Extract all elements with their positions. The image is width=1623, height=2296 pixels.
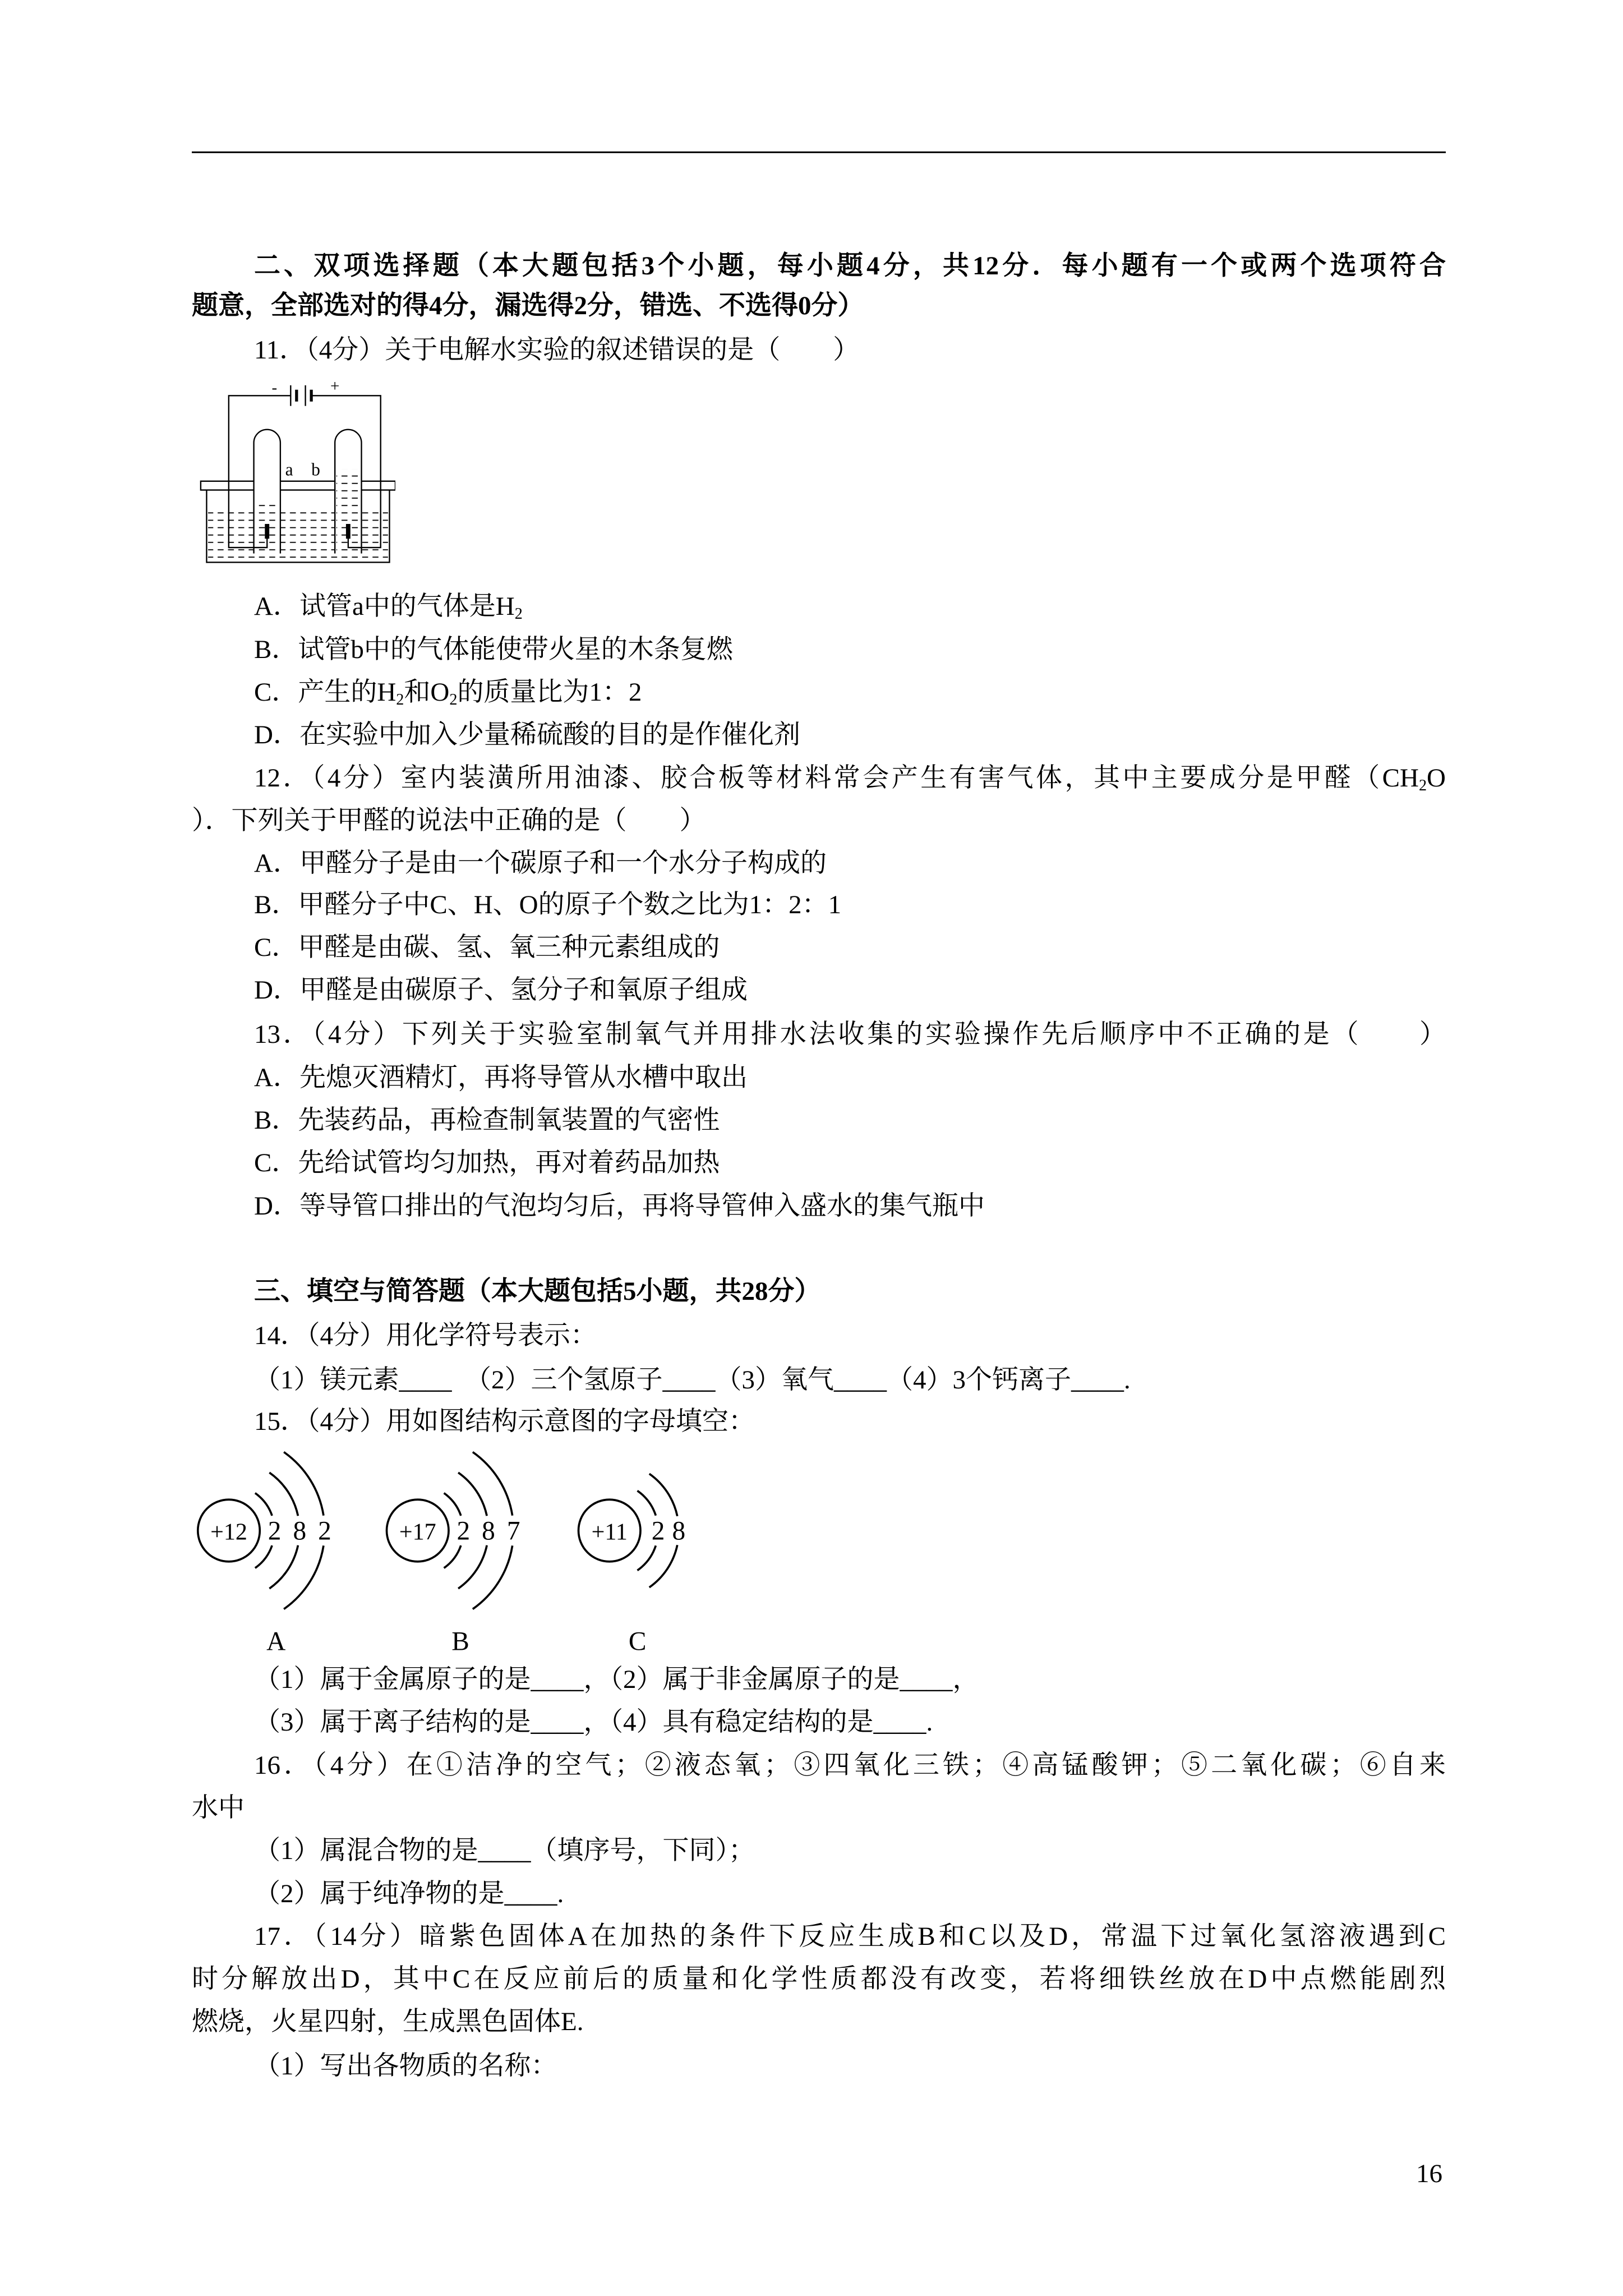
electron-shell-arc <box>269 1473 298 1516</box>
battery-positive-label: + <box>330 377 340 395</box>
tube-a-label: a <box>285 459 293 480</box>
electron-shell-arc <box>444 1545 461 1568</box>
q11-option-c <box>254 675 642 709</box>
question-text: 12．（4分）室内装潢所用油漆、胶合板等材料常会产生有害气体，其中主要成分是甲醛（CH <box>254 763 1419 793</box>
electron-count: 7 <box>506 1516 520 1546</box>
q11-option-d <box>254 718 800 752</box>
q12-stem-line-2 <box>192 804 706 838</box>
electron-shell-arc <box>458 1545 487 1589</box>
trough-rim <box>201 481 395 490</box>
q16-part-2 <box>254 1877 564 1911</box>
electrode-a <box>265 524 269 539</box>
option-text: B．先装药品，再检查制氧装置的气密性 <box>254 1106 720 1135</box>
option-text: B．试管b中的气体能使带火星的木条复燃 <box>254 635 733 664</box>
q16-stem-line-2 <box>192 1791 245 1825</box>
q15-stem <box>254 1405 755 1438</box>
electron-count: 2 <box>457 1516 471 1546</box>
electron-shell-arc <box>284 1545 324 1609</box>
option-text: C．甲醛是由碳、氢、氧三种元素组成的 <box>254 933 720 962</box>
option-text: 和O <box>404 678 450 707</box>
fill-in-text: （1）写出各物质的名称： <box>254 2051 557 2081</box>
q13-option-b <box>254 1103 720 1137</box>
electron-count: 8 <box>293 1516 307 1546</box>
atomic-structure-figure <box>189 1443 708 1658</box>
nucleus-charge-a: +12 <box>210 1519 247 1545</box>
atom-label-b: B <box>451 1627 469 1657</box>
option-text: A．先熄灭酒精灯，再将导管从水槽中取出 <box>254 1063 748 1092</box>
heading-text: 二、双项选择题（本大题包括3个小题，每小题4分，共12分．每小题有一个或两个选项符合 <box>254 251 1446 280</box>
q15-part-2 <box>254 1705 933 1739</box>
electron-count: 2 <box>268 1516 282 1546</box>
subscript: 2 <box>1418 777 1427 795</box>
q12-stem-line-1 <box>254 761 1446 795</box>
section-2-heading-line-2 <box>192 289 864 323</box>
question-text: O <box>1427 763 1446 793</box>
q12-option-a <box>254 846 827 880</box>
option-text: D．在实验中加入少量稀硫酸的目的是作催化剂 <box>254 720 800 749</box>
question-text: 17．（14分）暗紫色固体A在加热的条件下反应生成B和C以及D，常温下过氧化氢溶液遇到C <box>254 1922 1446 1951</box>
electron-shell-arc <box>473 1545 513 1609</box>
fill-in-text: （3）属于离子结构的是____，（4）具有稳定结构的是____. <box>254 1708 933 1737</box>
question-text: 燃烧，火星四射，生成黑色固体E. <box>192 2007 584 2036</box>
option-text: D．甲醛是由碳原子、氢分子和氧原子组成 <box>254 976 748 1005</box>
electron-shell-arc <box>269 1545 298 1589</box>
atom-label-c: C <box>628 1627 647 1657</box>
q13-stem <box>254 1018 1446 1051</box>
option-text: D．等导管口排出的气泡均匀后，再将导管伸入盛水的集气瓶中 <box>254 1191 985 1221</box>
electrolysis-apparatus-figure <box>196 376 395 568</box>
question-text: ）．下列关于甲醛的说法中正确的是（ ） <box>192 806 706 835</box>
electron-shell-arc <box>284 1452 324 1516</box>
tube-b-label: b <box>311 459 320 480</box>
section-2-heading-line-1 <box>254 249 1446 283</box>
electron-shell-arc <box>473 1452 513 1516</box>
electron-shell-arc <box>444 1493 461 1516</box>
electron-shell-arc <box>255 1545 272 1568</box>
q13-option-d <box>254 1189 985 1223</box>
atom-label-a: A <box>266 1627 286 1657</box>
electron-count: 2 <box>651 1516 665 1546</box>
q17-stem-line-1 <box>254 1920 1446 1953</box>
q17-stem-line-3 <box>192 2005 583 2039</box>
header-rule <box>192 151 1446 153</box>
q13-option-c <box>254 1146 720 1180</box>
heading-text: 三、填空与简答题（本大题包括5小题，共28分） <box>254 1277 821 1306</box>
q14-blanks <box>254 1363 1131 1397</box>
subscript: 2 <box>514 605 523 623</box>
option-text: A．试管a中的气体是H <box>254 592 515 621</box>
q16-part-1 <box>254 1834 755 1867</box>
q14-stem <box>254 1319 597 1352</box>
option-text: B．甲醛分子中C、H、O的原子个数之比为1：2：1 <box>254 890 842 919</box>
page-number: 16 <box>1416 2159 1442 2188</box>
electron-count: 8 <box>482 1516 495 1546</box>
question-text: 15．（4分）用如图结构示意图的字母填空： <box>254 1407 755 1436</box>
nucleus-charge-c: +11 <box>591 1519 628 1545</box>
q17-part-1 <box>254 2049 557 2083</box>
option-text: A．甲醛分子是由一个碳原子和一个水分子构成的 <box>254 849 827 878</box>
electron-shell-arc <box>458 1473 487 1516</box>
fill-in-text: （1）属混合物的是____（填序号，下同）； <box>254 1836 755 1865</box>
q13-option-a <box>254 1061 748 1094</box>
question-text: 时分解放出D，其中C在反应前后的质量和化学性质都没有改变，若将细铁丝放在D中点燃能剧烈 <box>192 1964 1446 1994</box>
question-text: 11．（4分）关于电解水实验的叙述错误的是（ ） <box>254 335 860 365</box>
fill-in-text: （2）属于纯净物的是____. <box>254 1879 564 1908</box>
q11-option-a <box>254 590 523 623</box>
subscript: 2 <box>396 691 404 709</box>
subscript: 2 <box>449 691 458 709</box>
q12-option-d <box>254 973 748 1007</box>
option-text: 的质量比为1：2 <box>457 678 642 707</box>
electron-count: 2 <box>318 1516 331 1546</box>
fill-in-text: （1）镁元素____ （2）三个氢原子____（3）氧气____（4）3个钙离子____. <box>254 1365 1131 1395</box>
battery-icon <box>291 385 311 406</box>
electron-count: 8 <box>672 1516 686 1546</box>
q15-part-1 <box>254 1663 979 1696</box>
question-text: 13．（4分）下列关于实验室制氧气并用排水法收集的实验操作先后顺序中不正确的是（ ） <box>254 1020 1446 1049</box>
q16-stem-line-1 <box>254 1749 1446 1782</box>
section-3-heading <box>254 1274 821 1308</box>
electrode-b <box>346 524 351 539</box>
nucleus-charge-b: +17 <box>399 1519 436 1545</box>
option-text: C．先给试管均匀加热，再对着药品加热 <box>254 1148 720 1177</box>
electron-shell-arc <box>637 1545 656 1570</box>
electron-shell-arc <box>255 1493 272 1516</box>
q11-option-b <box>254 633 733 666</box>
q17-stem-line-2 <box>192 1962 1446 1996</box>
heading-text: 题意，全部选对的得4分，漏选得2分，错选、不选得0分） <box>192 291 864 320</box>
electron-shell-arc <box>637 1490 656 1515</box>
fill-in-text: （1）属于金属原子的是____，（2）属于非金属原子的是____， <box>254 1665 979 1694</box>
option-text: C．产生的H <box>254 678 396 707</box>
battery-negative-label: - <box>271 379 278 397</box>
question-text: 水中 <box>192 1793 245 1823</box>
question-text: 16．（4分）在①洁净的空气；②液态氧；③四氧化三铁；④高锰酸钾；⑤二氧化碳；⑥自来 <box>254 1751 1446 1780</box>
question-text: 14．（4分）用化学符号表示： <box>254 1321 597 1350</box>
q12-option-b <box>254 888 841 922</box>
q11-stem <box>254 333 859 367</box>
q12-option-c <box>254 931 720 964</box>
